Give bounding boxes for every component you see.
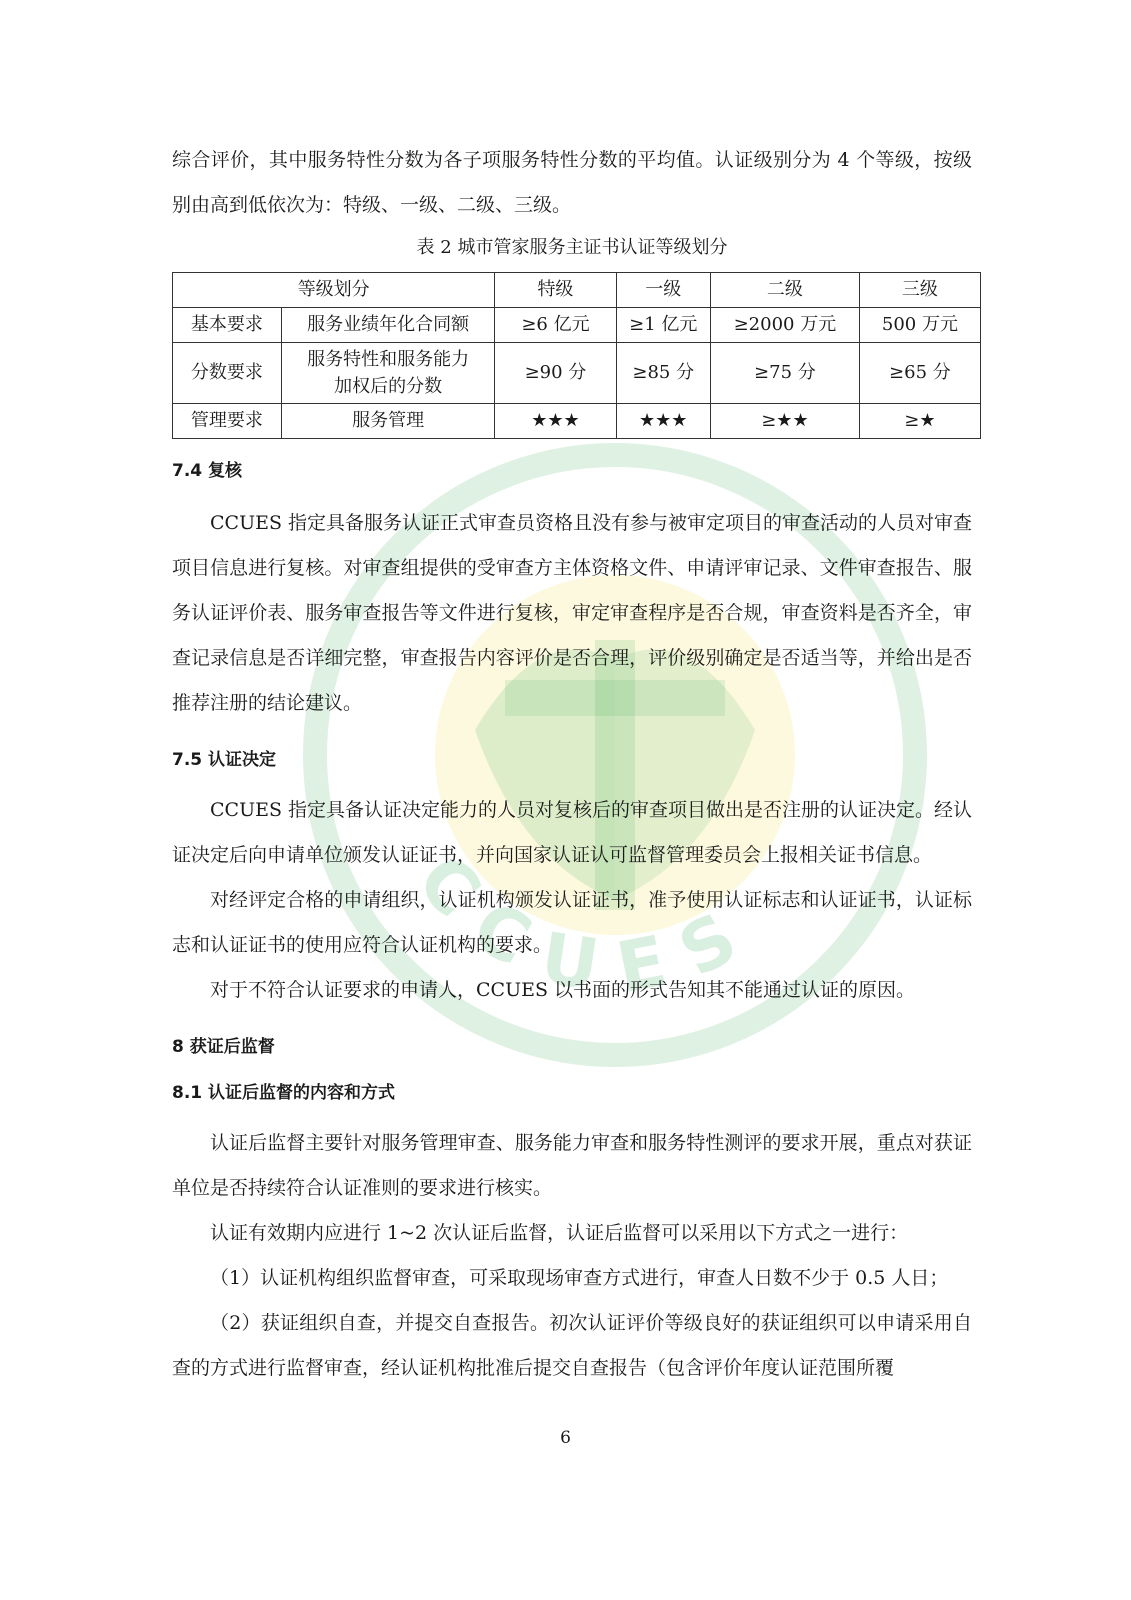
- table-cell-category: 基本要求: [173, 308, 282, 343]
- table-cell: ≥2000 万元: [710, 308, 859, 343]
- table-cell: ≥90 分: [495, 343, 616, 404]
- table-cell: ≥85 分: [616, 343, 710, 404]
- table-header-cell: 一级: [616, 273, 710, 308]
- table-cell-stars: ≥★★: [710, 404, 859, 439]
- table-cell-stars: ≥★: [859, 404, 980, 439]
- list-item: （1）认证机构组织监督审查，可采取现场审查方式进行，审查人日数不少于 0.5 人日；: [210, 1267, 949, 1289]
- table-row: [173, 404, 981, 439]
- paragraph: 对经评定合格的申请组织，认证机构颁发认证证书，准予使用认证标志和认证证书，认证标志和认证证书的使用应符合认证机构的要求。: [172, 889, 972, 956]
- table-cell-stars: ★★★: [495, 404, 616, 439]
- table-header-row: [173, 273, 981, 308]
- table-cell-item: [281, 343, 495, 404]
- table-cell-category: 管理要求: [173, 404, 282, 439]
- table-header-cell: 等级划分: [173, 273, 495, 308]
- list-item: （2）获证组织自查，并提交自查报告。初次认证评价等级良好的获证组织可以申请采用自查的方式进行监督审查，经认证机构批准后提交自查报告（包含评价年度认证范围所覆: [172, 1312, 972, 1379]
- svg-text:CCUES: CCUES: [401, 839, 775, 1011]
- section-heading-7-4: 7.4 复核: [172, 461, 243, 481]
- paragraph: 对于不符合认证要求的申请人，CCUES 以书面的形式告知其不能通过认证的原因。: [210, 979, 916, 1001]
- table-cell-item-line: 服务特性和服务能力: [307, 349, 470, 370]
- certification-level-table: [172, 272, 981, 439]
- table-cell: ≥75 分: [710, 343, 859, 404]
- intro-paragraph: 综合评价，其中服务特性分数为各子项服务特性分数的平均值。认证级别分为 4 个等级，按级别由高到低依次为：特级、一级、二级、三级。: [172, 149, 972, 216]
- table-row: [173, 308, 981, 343]
- table-caption: 表 2 城市管家服务主证书认证等级划分: [416, 237, 728, 258]
- paragraph: CCUES 指定具备服务认证正式审查员资格且没有参与被审定项目的审查活动的人员对审查项目信息进行复核。对审查组提供的受审查方主体资格文件、申请评审记录、文件审查报告、服务认证评价表、服务审查报告等文件进行复核，审定审查程序是否合规，审查资料是否齐全，审查记录信息是否详细完整，审查报告内容评价是否合理，评价级别确定是否适当等，并给出是否推荐注册的结论建议。: [172, 512, 973, 714]
- table-cell-item-line: 加权后的分数: [334, 376, 443, 397]
- page-number: 6: [560, 1428, 571, 1448]
- table-cell: 500 万元: [859, 308, 980, 343]
- table-cell-category: 分数要求: [173, 343, 282, 404]
- table-cell: ≥6 亿元: [495, 308, 616, 343]
- table-header-cell: 特级: [495, 273, 616, 308]
- table-row: [173, 343, 981, 404]
- table-cell-item: 服务业绩年化合同额: [281, 308, 495, 343]
- section-heading-7-5: 7.5 认证决定: [172, 750, 277, 770]
- table-cell: ≥1 亿元: [616, 308, 710, 343]
- paragraph: CCUES 指定具备认证决定能力的人员对复核后的审查项目做出是否注册的认证决定。经认证决定后向申请单位颁发认证证书，并向国家认证认可监督管理委员会上报相关证书信息。: [172, 799, 973, 866]
- paragraph: 认证有效期内应进行 1~2 次认证后监督，认证后监督可以采用以下方式之一进行：: [210, 1222, 909, 1244]
- section-heading-8-1: 8.1 认证后监督的内容和方式: [172, 1083, 396, 1103]
- table-header-cell: 二级: [710, 273, 859, 308]
- section-heading-8: 8 获证后监督: [172, 1037, 275, 1057]
- paragraph: 认证后监督主要针对服务管理审查、服务能力审查和服务特性测评的要求开展，重点对获证单位是否持续符合认证准则的要求进行核实。: [172, 1132, 972, 1199]
- table-cell: ≥65 分: [859, 343, 980, 404]
- page-content: [172, 138, 972, 1391]
- table-cell-item: 服务管理: [281, 404, 495, 439]
- table-cell-stars: ★★★: [616, 404, 710, 439]
- table-header-cell: 三级: [859, 273, 980, 308]
